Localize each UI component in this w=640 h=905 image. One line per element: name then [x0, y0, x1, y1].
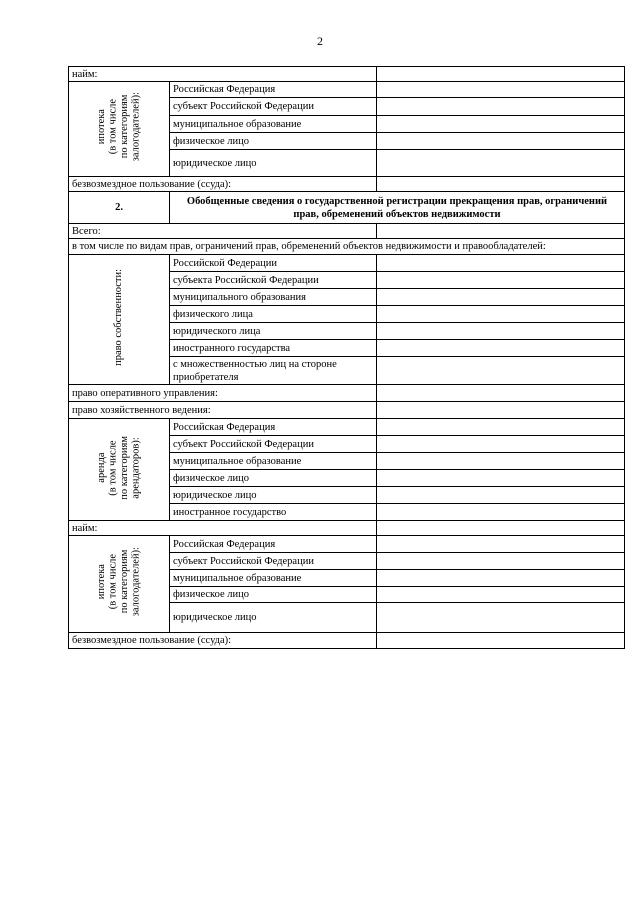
value-cell[interactable] — [377, 570, 625, 587]
ownership-item: субъекта Российской Федерации — [170, 272, 377, 289]
value-cell[interactable] — [377, 133, 625, 150]
ownership-item: физического лица — [170, 306, 377, 323]
value-cell[interactable] — [377, 340, 625, 357]
ownership-item: иностранного государства — [170, 340, 377, 357]
mortgage-item: физическое лицо — [170, 587, 377, 603]
value-cell[interactable] — [377, 306, 625, 323]
mortgage-item: субъект Российской Федерации — [170, 98, 377, 116]
mortgage-item: муниципальное образование — [170, 570, 377, 587]
economic-management-label: право хозяйственного ведения: — [69, 402, 377, 419]
value-cell[interactable] — [377, 177, 625, 192]
mortgage-item: Российская Федерация — [170, 536, 377, 553]
value-cell[interactable] — [377, 67, 625, 82]
registration-table — [68, 66, 625, 649]
mortgage-group-label: ипотека (в том числе по категориям залогодателей): — [69, 536, 170, 633]
value-cell[interactable] — [377, 224, 625, 239]
free-use-label: безвозмездное пользование (ссуда): — [69, 633, 377, 649]
free-use-label: безвозмездное пользование (ссуда): — [69, 177, 377, 192]
rent-item: юридическое лицо — [170, 487, 377, 504]
rent-item: субъект Российской Федерации — [170, 436, 377, 453]
ownership-group-label: право собственности: — [69, 255, 170, 385]
rent-item: иностранное государство — [170, 504, 377, 521]
value-cell[interactable] — [377, 521, 625, 536]
ownership-item: с множественностью лиц на стороне приобретателя — [170, 357, 377, 385]
value-cell[interactable] — [377, 470, 625, 487]
mortgage-item: физическое лицо — [170, 133, 377, 150]
ownership-item: Российской Федерации — [170, 255, 377, 272]
total-label: Всего: — [69, 224, 377, 239]
page-number: 2 — [317, 34, 323, 48]
mortgage-group-label: ипотека (в том числе по категориям залогодателей): — [69, 82, 170, 177]
value-cell[interactable] — [377, 255, 625, 272]
value-cell[interactable] — [377, 116, 625, 133]
value-cell[interactable] — [377, 587, 625, 603]
by-type-label: в том числе по видам прав, ограничений прав, обременений объектов недвижимости и правообладателей: — [69, 239, 625, 255]
mortgage-item: субъект Российской Федерации — [170, 553, 377, 570]
rent-item: Российская Федерация — [170, 419, 377, 436]
section-number: 2. — [69, 192, 170, 224]
lease-label: найм: — [69, 67, 377, 82]
mortgage-item: юридическое лицо — [170, 603, 377, 633]
value-cell[interactable] — [377, 419, 625, 436]
value-cell[interactable] — [377, 536, 625, 553]
value-cell[interactable] — [377, 453, 625, 470]
value-cell[interactable] — [377, 272, 625, 289]
rent-item: муниципальное образование — [170, 453, 377, 470]
value-cell[interactable] — [377, 385, 625, 402]
operative-management-label: право оперативного управления: — [69, 385, 377, 402]
mortgage-item: муниципальное образование — [170, 116, 377, 133]
rent-item: физическое лицо — [170, 470, 377, 487]
mortgage-item: юридическое лицо — [170, 150, 377, 177]
value-cell[interactable] — [377, 436, 625, 453]
value-cell[interactable] — [377, 553, 625, 570]
value-cell[interactable] — [377, 150, 625, 177]
value-cell[interactable] — [377, 402, 625, 419]
value-cell[interactable] — [377, 603, 625, 633]
ownership-item: муниципального образования — [170, 289, 377, 306]
ownership-item: юридического лица — [170, 323, 377, 340]
value-cell[interactable] — [377, 487, 625, 504]
lease-label: найм: — [69, 521, 377, 536]
value-cell[interactable] — [377, 633, 625, 649]
value-cell[interactable] — [377, 98, 625, 116]
value-cell[interactable] — [377, 289, 625, 306]
value-cell[interactable] — [377, 82, 625, 98]
value-cell[interactable] — [377, 323, 625, 340]
value-cell[interactable] — [377, 504, 625, 521]
value-cell[interactable] — [377, 357, 625, 385]
section-title: Обобщенные сведения о государственной регистрации прекращения прав, ограничений прав, обременений объектов недвижимости — [170, 192, 625, 224]
rent-group-label: аренда (в том числе по категориям арендаторов): — [69, 419, 170, 521]
mortgage-item: Российская Федерация — [170, 82, 377, 98]
